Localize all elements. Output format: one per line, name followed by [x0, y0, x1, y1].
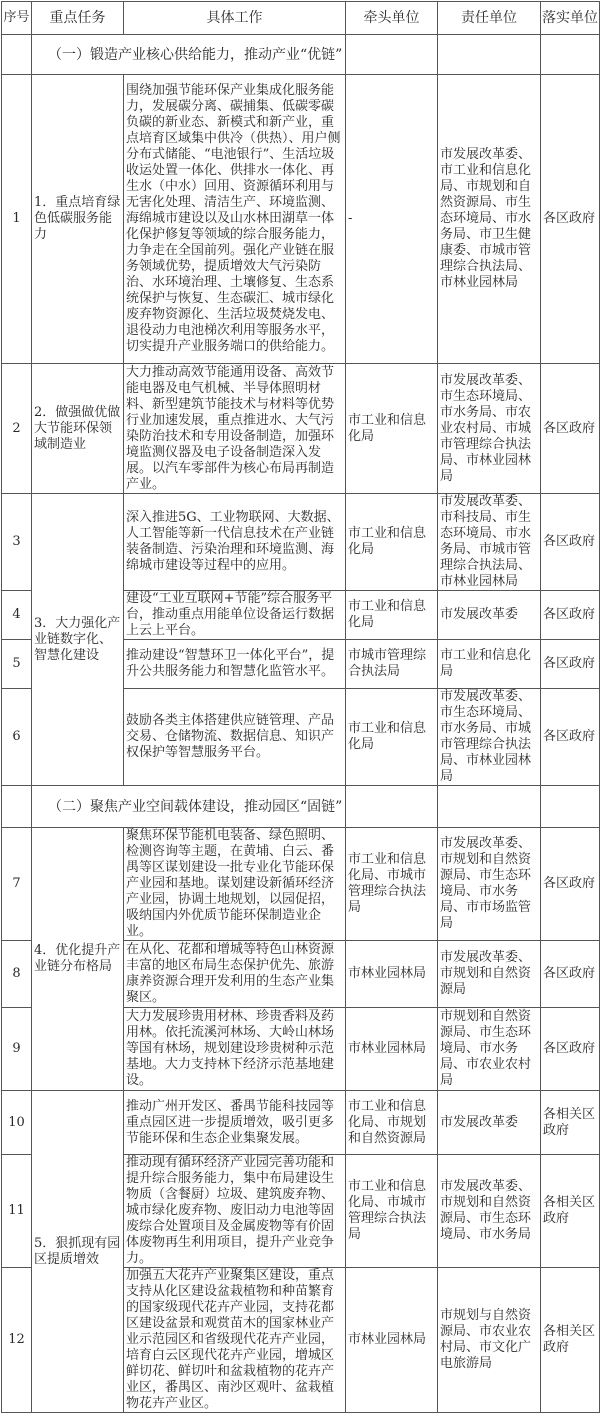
resp-unit: 市规划与自然资源局、市农业农村局、市文化广电旅游局 — [438, 1268, 541, 1413]
work-detail: 建设“工业互联网+节能”综合服务平台，推动重点用能单位设备运行数据上云上平台。 — [124, 591, 346, 640]
row-no: 8 — [2, 941, 32, 1008]
row-no: 12 — [2, 1268, 32, 1413]
header-impl: 落实单位 — [541, 2, 600, 35]
work-detail: 加强五大花卉产业聚集区建设，重点支持从化区建设盆栽植物和种苗繁育的国家级现代花卉产业园，支持花都区建设盆景和观赏苗木的国家林业产业示范园区和省级现代花卉产业园，培育白云区现代花卉产业园，增城区鲜切花、鲜切叶和盆栽植物的花卉产业区，番禺区、南沙区观叶、盆栽植物花卉产业区。 — [124, 1268, 346, 1413]
work-detail: 大力发展珍贵用材林、珍贵香料及药用林。依托流溪河林场、大岭山林场等国有林场，规划建设珍贵树种示范基地。大力支持林下经济示范基地建设。 — [124, 1008, 346, 1091]
work-detail: 推动现有循环经济产业园完善功能和提升综合服务能力，集中布局建设生物质（含餐厨）垃圾、建筑废弃物、城市绿化废弃物、废旧动力电池等固废综合处置项目及金属废物等有价固体废物再生利用项目，提升产业竞争力。 — [124, 1155, 346, 1268]
table-row — [2, 1091, 600, 1155]
row-no: 4 — [2, 591, 32, 640]
resp-unit: 市发展改革委、市规划和自然资源局 — [438, 941, 541, 1008]
impl-unit: 各区政府 — [541, 828, 600, 941]
resp-unit: 市规划和自然资源局、市生态环境局、市水务局、市农业农村局 — [438, 1008, 541, 1091]
lead-unit: 市城市管理综合执法局 — [346, 640, 438, 689]
task-name: 1．重点培育绿色低碳服务能力 — [32, 75, 124, 364]
lead-unit: 市工业和信息化局、市规划和自然资源局 — [346, 1091, 438, 1155]
work-detail: 深入推进5G、工业物联网、大数据、人工智能等新一代信息技术在产业链装备制造、污染治理和环境监测、海绵城市建设等过程中的应用。 — [124, 494, 346, 591]
table-row — [2, 364, 600, 494]
row-no: 10 — [2, 1091, 32, 1155]
work-detail: 围绕加强节能环保产业集成化服务能力，发展碳分离、碳捕集、低碳零碳负碳的新业态、新模式和新产业，重点培育区域集中供冷（供热）、用户侧分布式储能、“电池银行”、生活垃圾收运处置一体化、供排水一体化、再生水（中水）回用、资源循环利用与无害化处理、清洁生产、环境监测、海绵城市建设以及山水林田湖草一体化保护修复等领域的综合服务能力，力争走在全国前列。强化产业链在服务领域优势，提质增效大气污染防治、水环境治理、土壤修复、生态系统保护与恢复、生态碳汇、城市绿化废弃物资源化、生活垃圾焚烧发电、退役动力电池梯次利用等服务水平，切实提升产业服务端口的供给能力。 — [124, 75, 346, 364]
section-title: （一）锻造产业核心供给能力，推动产业“优链” — [32, 35, 346, 75]
table-row — [2, 75, 600, 364]
task-name: 5．狠抓现有园区提质增效 — [32, 1091, 124, 1413]
row-no: 2 — [2, 364, 32, 494]
resp-unit: 市工业和信息化局 — [438, 640, 541, 689]
row-no: 6 — [2, 689, 32, 786]
lead-unit: - — [346, 75, 438, 364]
task-table — [1, 1, 600, 1413]
work-detail: 大力推动高效节能通用设备、高效节能电器及电气机械、半导体照明材料、新型建筑节能技术与材料等优势行业加速发展，重点推进水、大气污染防治技术和专用设备制造，加强环境监测仪器及电子设备制造深入发展。以汽车零部件为核心布局再制造产业。 — [124, 364, 346, 494]
impl-unit: 各区政府 — [541, 640, 600, 689]
header-task: 重点任务 — [32, 2, 124, 35]
lead-unit: 市林业园林局 — [346, 1268, 438, 1413]
task-name: 3．大力强化产业链数字化、智慧化建设 — [32, 494, 124, 786]
lead-unit: 市工业和信息化局、市城市管理综合执法局 — [346, 1155, 438, 1268]
task-name: 4．优化提升产业链分布格局 — [32, 828, 124, 1091]
work-detail: 聚焦环保节能机电装备、绿色照明、检测咨询等主题，在黄埔、白云、番禺等区谋划建设一批专业化节能环保产业园和基地。谋划建设新循环经济产业园，协调土地规划，以园促招，吸纳国内外优质节能环保制造业企业。 — [124, 828, 346, 941]
header-resp: 责任单位 — [438, 2, 541, 35]
header-lead: 牵头单位 — [346, 2, 438, 35]
header-no: 序号 — [2, 2, 32, 35]
lead-unit: 市工业和信息化局 — [346, 591, 438, 640]
header-work: 具体工作 — [124, 2, 346, 35]
resp-unit: 市发展改革委、市规划和自然资源局、市生态环境局、市水务局、市市场监管局 — [438, 828, 541, 941]
impl-unit: 各区政府 — [541, 494, 600, 591]
impl-unit: 各区政府 — [541, 591, 600, 640]
resp-unit: 市发展改革委、市规划和自然资源局、市生态环境局、市水务局 — [438, 1155, 541, 1268]
impl-unit: 各相关区政府 — [541, 1268, 600, 1413]
section-row — [2, 786, 600, 828]
lead-unit: 市工业和信息化局 — [346, 494, 438, 591]
resp-unit: 市发展改革委 — [438, 591, 541, 640]
row-no: 3 — [2, 494, 32, 591]
impl-unit: 各相关区政府 — [541, 1155, 600, 1268]
lead-unit: 市工业和信息化局 — [346, 689, 438, 786]
resp-unit: 市发展改革委、市工业和信息化局、市规划和自然资源局、市生态环境局、市水务局、市卫生健康委、市城市管理综合执法局、市林业园林局 — [438, 75, 541, 364]
row-no: 9 — [2, 1008, 32, 1091]
resp-unit: 市发展改革委、市科技局、市生态环境局、市水务局、市城市管理综合执法局、市林业园林局 — [438, 494, 541, 591]
work-detail: 推动建设“智慧环卫一体化平台”，提升公共服务能力和智慧化监管水平。 — [124, 640, 346, 689]
table-row — [2, 828, 600, 941]
task-name: 2．做强做优做大节能环保领域制造业 — [32, 364, 124, 494]
impl-unit: 各区政府 — [541, 941, 600, 1008]
impl-unit: 各区政府 — [541, 1008, 600, 1091]
work-detail: 在从化、花都和增城等特色山林资源丰富的地区布局生态保护优先、旅游康养资源合理开发利用的生态产业集聚区。 — [124, 941, 346, 1008]
row-no: 1 — [2, 75, 32, 364]
row-no: 5 — [2, 640, 32, 689]
resp-unit: 市发展改革委、市生态环境局、市水务局、市城市管理综合执法局、市林业园林局 — [438, 689, 541, 786]
impl-unit: 各区政府 — [541, 364, 600, 494]
row-no: 11 — [2, 1155, 32, 1268]
resp-unit: 市发展改革委、市生态环境局、市水务局、市农业农村局、市城市管理综合执法局、市林业园林局 — [438, 364, 541, 494]
section-row — [2, 35, 600, 75]
lead-unit: 市工业和信息化局 — [346, 364, 438, 494]
lead-unit: 市林业园林局 — [346, 941, 438, 1008]
lead-unit: 市工业和信息化局、市城市管理综合执法局 — [346, 828, 438, 941]
impl-unit: 各区政府 — [541, 689, 600, 786]
lead-unit: 市林业园林局 — [346, 1008, 438, 1091]
resp-unit: 市发展改革委 — [438, 1091, 541, 1155]
table-row — [2, 494, 600, 591]
work-detail: 鼓励各类主体搭建供应链管理、产品交易、仓储物流、数据信息、知识产权保护等智慧服务平台。 — [124, 689, 346, 786]
section-title: （二）聚焦产业空间载体建设，推动园区“固链” — [32, 786, 346, 828]
impl-unit: 各相关区政府 — [541, 1091, 600, 1155]
row-no: 7 — [2, 828, 32, 941]
work-detail: 推动广州开发区、番禺节能科技园等重点园区进一步提质增效，吸引更多节能环保和生态企业集聚发展。 — [124, 1091, 346, 1155]
header-row — [2, 2, 600, 35]
impl-unit: 各区政府 — [541, 75, 600, 364]
